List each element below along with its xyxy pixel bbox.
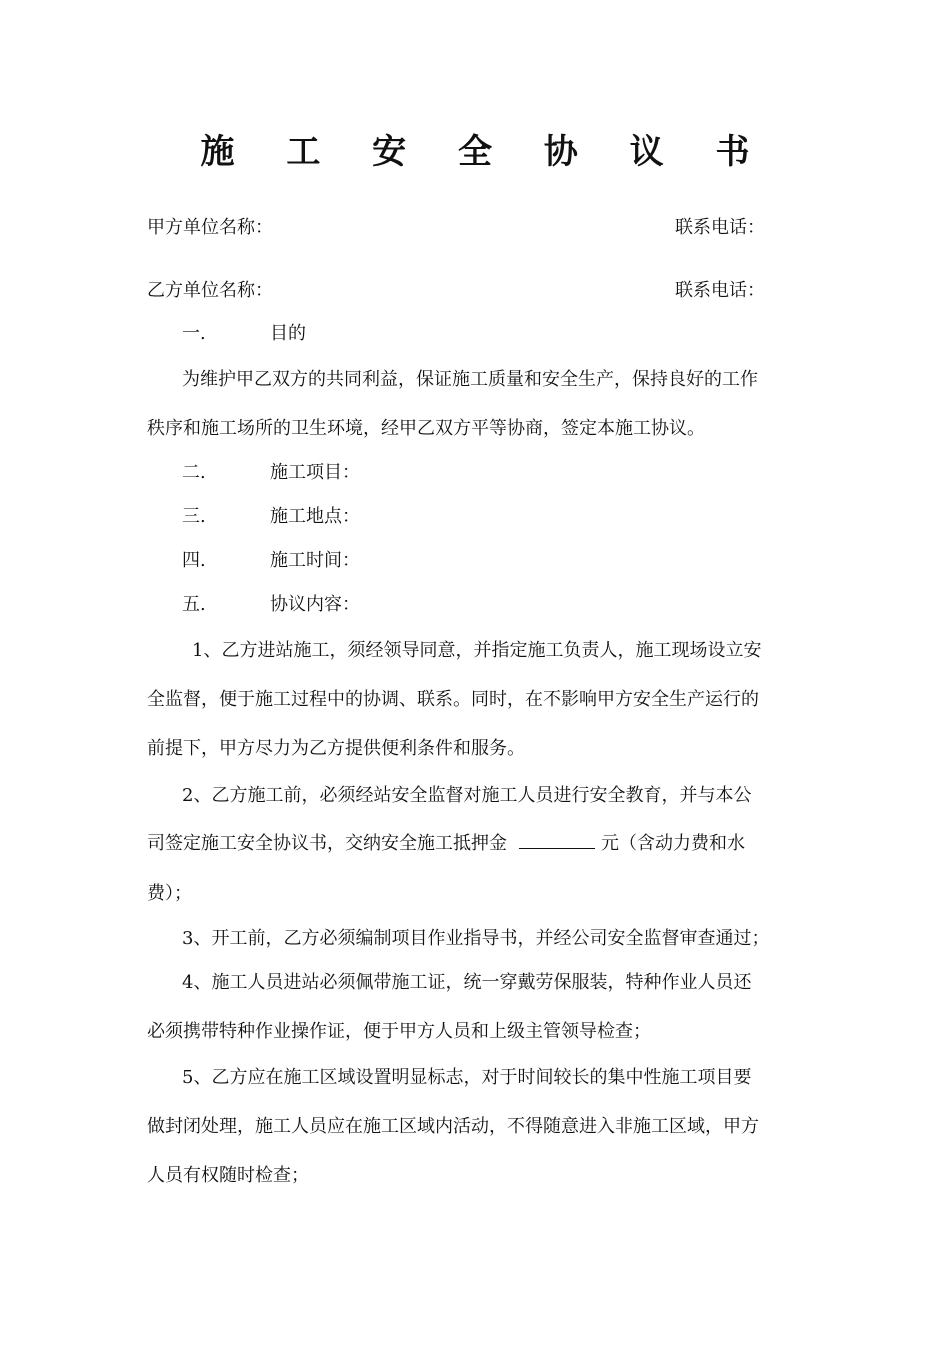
party-b-phone-label: 联系电话： (675, 280, 765, 301)
section-project-heading (182, 459, 360, 487)
section-number: 三. (182, 506, 206, 527)
clause-1-line: 1、乙方进站施工，须经领导同意，并指定施工负责人，施工现场设立安 (192, 640, 762, 661)
deposit-amount-blank (519, 830, 595, 849)
section-number: 一. (182, 323, 206, 344)
section-label: 施工项目： (270, 462, 360, 483)
section-label: 施工时间： (270, 550, 360, 571)
clause-2-line (147, 830, 745, 858)
clause-3-line: 3、开工前，乙方必须编制项目作业指导书，并经公司安全监督审查通过； (182, 928, 770, 949)
section-content-heading (182, 591, 360, 619)
document-title: 施 工 安 全 协 议 书 (200, 132, 770, 172)
section-number: 五. (182, 594, 206, 615)
clause-5-line: 5、乙方应在施工区域设置明显标志，对于时间较长的集中性施工项目要 (182, 1067, 752, 1088)
section-label: 目的 (270, 323, 306, 344)
clause-2-line: 费）； (147, 883, 192, 904)
section-location-heading (182, 503, 360, 531)
clause-2-text: 元（含动力费和水 (601, 833, 745, 854)
clause-4-line: 必须携带特种作业操作证，便于甲方人员和上级主管领导检查； (147, 1021, 651, 1042)
clause-5-line: 人员有权随时检查； (147, 1165, 309, 1186)
party-a-name-label: 甲方单位名称： (147, 217, 273, 238)
clause-5-line: 做封闭处理，施工人员应在施工区域内活动，不得随意进入非施工区域，甲方 (147, 1116, 759, 1137)
section-number: 四. (182, 550, 206, 571)
section-label: 协议内容： (270, 594, 360, 615)
clause-2-line: 2、乙方施工前，必须经站安全监督对施工人员进行安全教育，并与本公 (182, 785, 752, 806)
section-time-heading (182, 547, 360, 575)
clause-4-line: 4、施工人员进站必须佩带施工证，统一穿戴劳保服装，特种作业人员还 (182, 972, 752, 993)
clause-2-text: 司签定施工安全协议书，交纳安全施工抵押金 (147, 833, 507, 854)
purpose-text-line: 为维护甲乙双方的共同利益，保证施工质量和安全生产，保持良好的工作 (182, 369, 758, 390)
section-number: 二. (182, 462, 206, 483)
clause-1-line: 全监督，便于施工过程中的协调、联系。同时，在不影响甲方安全生产运行的 (147, 689, 759, 710)
section-purpose-heading (182, 320, 306, 348)
party-a-phone-label: 联系电话： (675, 217, 765, 238)
party-b-name-label: 乙方单位名称： (147, 280, 273, 301)
purpose-text-line: 秩序和施工场所的卫生环境，经甲乙双方平等协商，签定本施工协议。 (147, 418, 705, 439)
clause-1-line: 前提下，甲方尽力为乙方提供便利条件和服务。 (147, 738, 525, 759)
section-label: 施工地点： (270, 506, 360, 527)
